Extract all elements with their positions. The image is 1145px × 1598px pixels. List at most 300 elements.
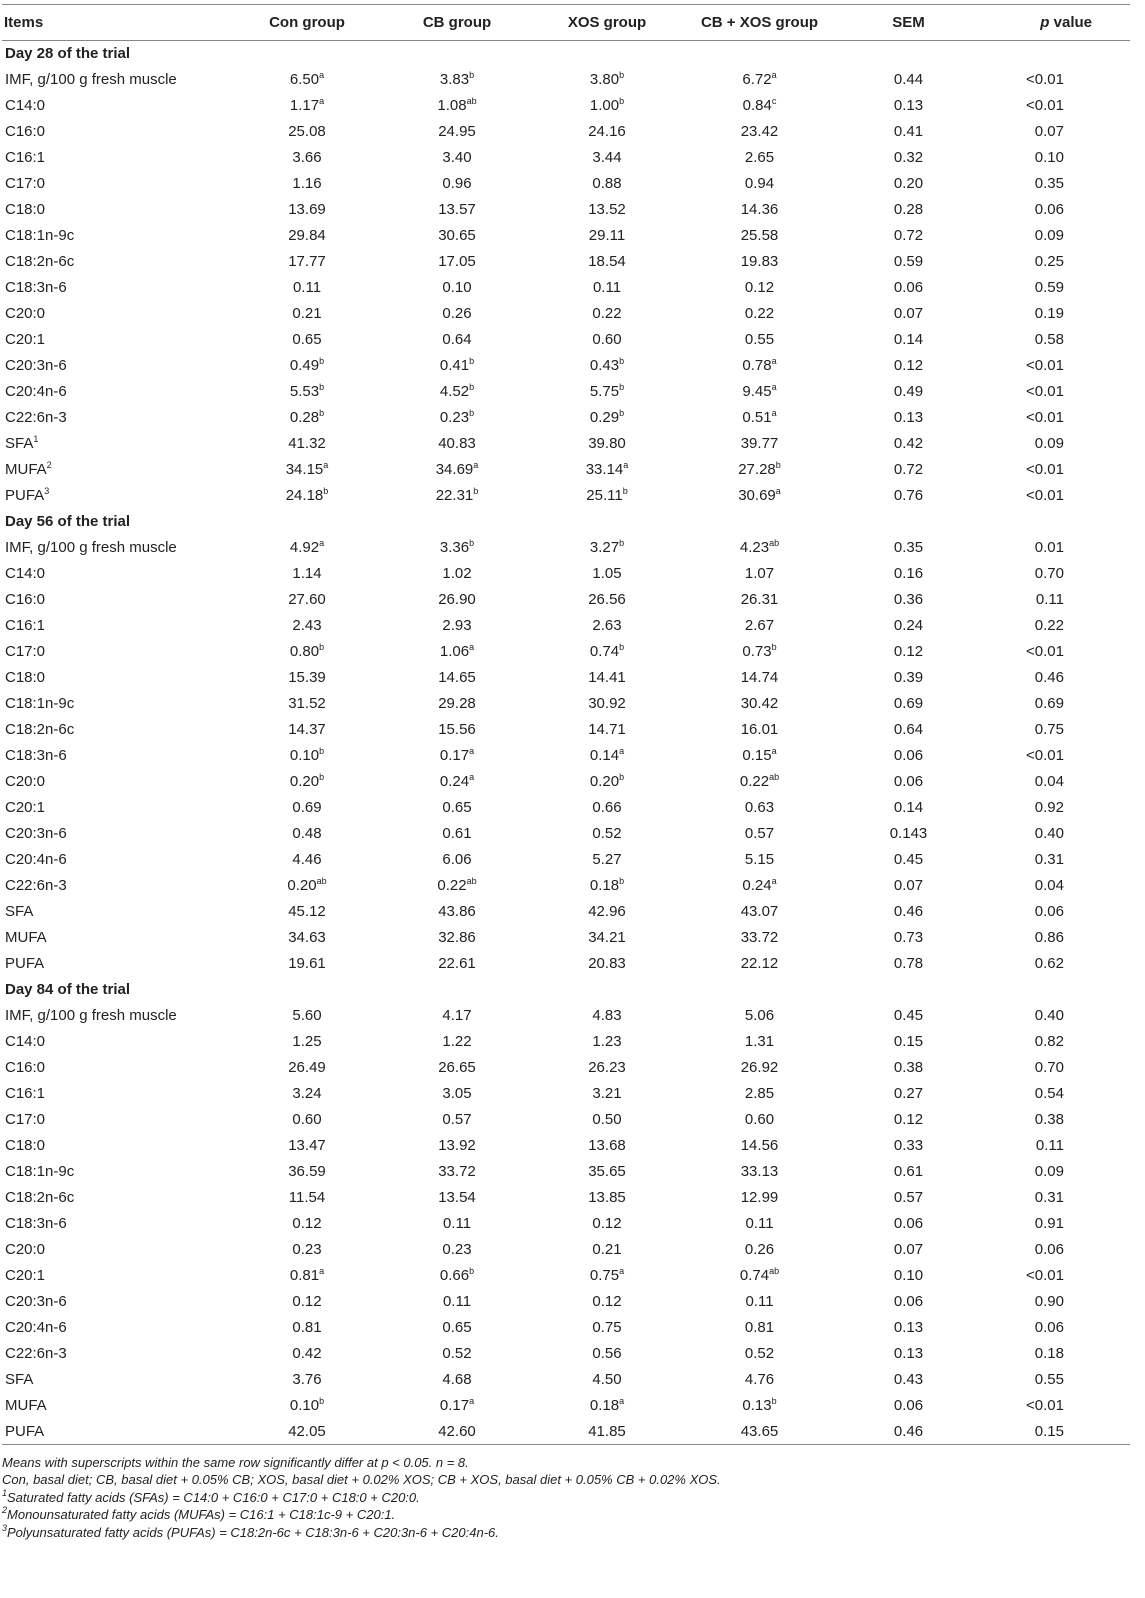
con-value: 27.60: [288, 591, 326, 608]
xos-value: 1.05: [592, 565, 622, 582]
sem-value: 0.06: [893, 1293, 924, 1310]
xos-value-cell: [532, 1003, 682, 1029]
row-label: C18:3n-6: [5, 279, 67, 296]
section-title: Day 28 of the trial: [5, 45, 131, 63]
table-row: [2, 1419, 1130, 1445]
footnote-line: [2, 1489, 1145, 1506]
p-value: 0.62: [1034, 955, 1064, 972]
row-label-cell: [2, 587, 232, 613]
xos-value-cell: [532, 1185, 682, 1211]
row-label: PUFA: [5, 487, 45, 504]
xos-value: 0.60: [592, 331, 622, 348]
cb-xos-value-cell: [682, 1237, 837, 1263]
xos-value-cell: [532, 1133, 682, 1159]
cb-value-cell: [382, 145, 532, 171]
footnote-number: 1: [2, 1487, 8, 1498]
xos-value-cell: [532, 795, 682, 821]
footnote-text: Means with superscripts within the same row significantly differ at p < 0.05. n = 8.: [2, 1455, 469, 1470]
cb-xos-value-cell: [682, 1419, 837, 1445]
con-value: 0.20: [289, 773, 320, 790]
row-label: C22:6n-3: [5, 1345, 67, 1362]
p-value: 0.59: [1034, 279, 1064, 296]
table-row: [2, 1237, 1130, 1263]
cb-value-cell: [382, 405, 532, 431]
cb-xos-value: 12.99: [740, 1189, 779, 1206]
cb-xos-value-cell: [682, 1055, 837, 1081]
sem-value: 0.72: [893, 227, 924, 244]
significance-superscript: b: [473, 486, 479, 496]
significance-superscript: b: [469, 1266, 475, 1276]
sem-value: 0.06: [893, 1215, 924, 1232]
p-value: 0.70: [1034, 1059, 1064, 1076]
cb-xos-value-cell: [682, 1003, 837, 1029]
significance-superscript: b: [319, 746, 325, 756]
significance-superscript: a: [323, 460, 329, 470]
table-row: [2, 1133, 1130, 1159]
cb-value-cell: [382, 1185, 532, 1211]
table-row: [2, 587, 1130, 613]
xos-value-cell: [532, 405, 682, 431]
header-p-italic: p: [1040, 14, 1050, 31]
xos-value-cell: [532, 353, 682, 379]
xos-value-cell: [532, 145, 682, 171]
cb-xos-value: 0.11: [745, 1293, 774, 1310]
significance-superscript: a: [619, 746, 625, 756]
row-label-cell: [2, 1263, 232, 1289]
cb-xos-value-cell: [682, 353, 837, 379]
table-row: [2, 1107, 1130, 1133]
p-value: <0.01: [1026, 1267, 1064, 1284]
row-label: C20:3n-6: [5, 357, 67, 374]
p-value: <0.01: [1026, 643, 1064, 660]
cb-xos-value: 27.28: [738, 461, 776, 478]
con-value-cell: [232, 1003, 382, 1029]
con-value: 26.49: [288, 1059, 326, 1076]
cb-xos-value: 30.42: [740, 695, 779, 712]
cb-xos-value-cell: [682, 275, 837, 301]
p-value: 0.01: [1034, 539, 1064, 556]
con-value: 0.12: [292, 1215, 322, 1232]
row-label-cell: [2, 1159, 232, 1185]
con-value-cell: [232, 1237, 382, 1263]
significance-superscript: b: [319, 356, 325, 366]
con-value-cell: [232, 1081, 382, 1107]
cb-value-cell: [382, 197, 532, 223]
cb-xos-value: 0.73: [742, 643, 772, 660]
con-value-cell: [232, 1367, 382, 1393]
cb-value: 3.40: [442, 149, 472, 166]
p-value: 0.22: [1034, 617, 1064, 634]
cb-value: 0.22: [437, 877, 467, 894]
cb-value-cell: [382, 691, 532, 717]
xos-value-cell: [532, 1367, 682, 1393]
cb-value-cell: [382, 431, 532, 457]
con-value: 0.10: [289, 1397, 320, 1414]
cb-value-cell: [382, 1315, 532, 1341]
significance-superscript: a: [771, 382, 777, 392]
cb-xos-value-cell: [682, 899, 837, 925]
sem-value: 0.35: [893, 539, 924, 556]
cb-xos-value-cell: [682, 1211, 837, 1237]
row-label: IMF, g/100 g fresh muscle: [5, 71, 177, 88]
p-value: <0.01: [1026, 409, 1064, 426]
row-label: C17:0: [5, 643, 46, 660]
con-value-cell: [232, 1107, 382, 1133]
significance-superscript: b: [619, 356, 625, 366]
cb-xos-value: 0.74: [739, 1267, 770, 1284]
row-label: C17:0: [5, 175, 46, 192]
table-row: [2, 795, 1130, 821]
con-value: 3.76: [292, 1371, 322, 1388]
significance-superscript: a: [619, 1396, 625, 1406]
cb-xos-value-cell: [682, 119, 837, 145]
con-value: 13.69: [288, 201, 326, 218]
sem-value: 0.24: [893, 617, 924, 634]
cb-value: 0.10: [442, 279, 472, 296]
xos-value-cell: [532, 899, 682, 925]
cb-xos-value-cell: [682, 847, 837, 873]
sem-value: 0.72: [893, 461, 924, 478]
significance-superscript: a: [319, 1266, 325, 1276]
row-label: PUFA: [5, 1422, 45, 1440]
xos-value-cell: [532, 275, 682, 301]
con-value-cell: [232, 1315, 382, 1341]
cb-value-cell: [382, 301, 532, 327]
xos-value-cell: [532, 691, 682, 717]
significance-superscript: a: [469, 1396, 475, 1406]
cb-xos-value-cell: [682, 327, 837, 353]
footnote-marker: 1: [33, 434, 39, 444]
cb-value: 26.65: [438, 1059, 476, 1076]
cb-value: 22.31: [435, 487, 474, 504]
table-row: [2, 275, 1130, 301]
p-value: <0.01: [1026, 383, 1064, 400]
p-value: 0.04: [1034, 773, 1064, 790]
p-value: 0.31: [1034, 1189, 1064, 1206]
con-value-cell: [232, 1133, 382, 1159]
footnote-number: 3: [2, 1522, 8, 1533]
con-value-cell: [232, 405, 382, 431]
table-row: [2, 535, 1130, 561]
significance-superscript: b: [469, 538, 475, 548]
xos-value: 18.54: [588, 253, 626, 270]
xos-value-cell: [532, 717, 682, 743]
table-row: [2, 769, 1130, 795]
cb-xos-value-cell: [682, 717, 837, 743]
significance-superscript: a: [319, 538, 325, 548]
xos-value: 0.50: [592, 1111, 622, 1128]
p-value: 0.06: [1034, 1319, 1064, 1336]
table-row: [2, 1185, 1130, 1211]
sem-value: 0.16: [893, 565, 924, 582]
xos-value: 0.29: [589, 409, 620, 426]
row-label: IMF, g/100 g fresh muscle: [5, 1007, 177, 1024]
row-label: C14:0: [5, 1033, 46, 1050]
xos-value: 13.85: [588, 1189, 626, 1206]
row-label-cell: [2, 457, 232, 483]
significance-superscript: b: [319, 382, 325, 392]
xos-value-cell: [532, 1081, 682, 1107]
row-label-cell: [2, 899, 232, 925]
fatty-acid-table-page: [0, 4, 1145, 1541]
xos-value: 0.66: [592, 799, 622, 816]
significance-superscript: a: [771, 746, 777, 756]
cb-value: 2.93: [442, 617, 472, 634]
p-value: 0.70: [1034, 565, 1064, 582]
row-label: C17:0: [5, 1111, 46, 1128]
table-row: [2, 743, 1130, 769]
row-label-cell: [2, 1133, 232, 1159]
con-value: 14.37: [288, 721, 326, 738]
xos-value: 0.74: [589, 643, 620, 660]
row-label: C20:4n-6: [5, 383, 67, 400]
row-label: C20:0: [5, 773, 46, 790]
significance-superscript: b: [619, 538, 625, 548]
table-row: [2, 847, 1130, 873]
con-value: 0.60: [292, 1111, 322, 1128]
xos-value: 0.21: [592, 1241, 622, 1258]
cb-xos-value: 14.56: [740, 1137, 779, 1154]
header-cb-xos-group: CB + XOS group: [682, 5, 837, 41]
footnote-marker: 3: [44, 486, 50, 496]
cb-xos-value: 0.84: [742, 97, 772, 114]
con-value: 4.92: [289, 539, 320, 556]
cb-xos-value: 0.52: [744, 1345, 775, 1362]
cb-value-cell: [382, 67, 532, 93]
cb-value: 3.36: [439, 539, 470, 556]
cb-xos-value: 1.31: [744, 1033, 775, 1050]
con-value: 42.05: [288, 1422, 326, 1440]
xos-value: 0.11: [592, 279, 622, 296]
cb-xos-value-cell: [682, 1393, 837, 1419]
table-row: [2, 457, 1130, 483]
row-label-cell: [2, 1003, 232, 1029]
sem-value: 0.13: [893, 1345, 924, 1362]
sem-value: 0.59: [893, 253, 924, 270]
con-value: 5.60: [292, 1007, 322, 1024]
row-label-cell: [2, 1211, 232, 1237]
con-value-cell: [232, 145, 382, 171]
cb-value: 13.92: [438, 1137, 476, 1154]
row-label-cell: [2, 483, 232, 509]
footnote-line: [2, 1524, 1145, 1541]
row-label: MUFA: [5, 1397, 47, 1414]
table-row: [2, 691, 1130, 717]
xos-value-cell: [532, 249, 682, 275]
xos-value: 0.75: [589, 1267, 620, 1284]
con-value: 0.23: [292, 1241, 322, 1258]
significance-superscript: b: [469, 382, 475, 392]
cb-value-cell: [382, 769, 532, 795]
row-label-cell: [2, 691, 232, 717]
con-value: 1.14: [292, 565, 322, 582]
cb-xos-value: 0.94: [744, 175, 775, 192]
xos-value: 33.14: [585, 461, 624, 478]
cb-xos-value: 0.12: [744, 279, 775, 296]
cb-value: 0.65: [442, 1319, 472, 1336]
significance-superscript: b: [469, 356, 475, 366]
sem-value: 0.06: [893, 747, 924, 764]
significance-superscript: b: [319, 642, 325, 652]
row-label-cell: [2, 301, 232, 327]
cb-xos-value-cell: [682, 1263, 837, 1289]
cb-value-cell: [382, 587, 532, 613]
p-value: <0.01: [1026, 487, 1064, 504]
xos-value: 1.00: [589, 97, 620, 114]
con-value: 45.12: [288, 903, 326, 920]
row-label-cell: [2, 145, 232, 171]
cb-xos-value: 2.85: [744, 1085, 775, 1102]
cb-value-cell: [382, 639, 532, 665]
table-footnotes: [2, 1454, 1145, 1541]
cb-xos-value: 33.13: [740, 1163, 779, 1180]
cb-xos-value-cell: [682, 873, 837, 899]
significance-superscript: b: [619, 96, 625, 106]
xos-value: 4.50: [592, 1371, 622, 1388]
p-value: 0.86: [1034, 929, 1064, 946]
row-label-cell: [2, 275, 232, 301]
con-value-cell: [232, 1029, 382, 1055]
row-label-cell: [2, 1393, 232, 1419]
p-value: 0.15: [980, 1419, 1130, 1445]
significance-superscript: b: [319, 1396, 325, 1406]
row-label-cell: [2, 821, 232, 847]
header-p-value: [980, 5, 1130, 41]
row-label: C16:0: [5, 1059, 46, 1076]
row-label: C16:1: [5, 617, 46, 634]
cb-xos-value: 22.12: [740, 955, 779, 972]
cb-value: 4.68: [442, 1371, 472, 1388]
row-label-cell: [2, 665, 232, 691]
row-label-cell: [2, 171, 232, 197]
cb-xos-value-cell: [682, 639, 837, 665]
table-row: [2, 405, 1130, 431]
xos-value-cell: [532, 197, 682, 223]
xos-value-cell: [532, 223, 682, 249]
cb-value: 0.23: [442, 1241, 472, 1258]
p-value: 0.11: [1035, 1137, 1064, 1154]
con-value-cell: [232, 483, 382, 509]
row-label-cell: [2, 119, 232, 145]
con-value: 4.46: [292, 851, 322, 868]
cb-xos-value: 30.69: [738, 487, 776, 504]
cb-xos-value: 5.06: [744, 1007, 775, 1024]
xos-value-cell: [532, 535, 682, 561]
row-label: C18:0: [5, 201, 46, 218]
con-value-cell: [232, 1289, 382, 1315]
cb-xos-value: 39.77: [740, 435, 779, 452]
cb-value-cell: [382, 1003, 532, 1029]
xos-value-cell: [532, 1159, 682, 1185]
xos-value-cell: [532, 431, 682, 457]
section-title: Day 84 of the trial: [5, 981, 131, 998]
cb-value-cell: [382, 1133, 532, 1159]
significance-superscript: a: [771, 408, 777, 418]
cb-value-cell: [382, 925, 532, 951]
cb-value: 17.05: [438, 253, 476, 270]
p-value: 0.06: [1034, 1241, 1064, 1258]
sem-value: 0.73: [893, 929, 924, 946]
p-value: 0.92: [1034, 799, 1064, 816]
cb-value: 0.11: [442, 1293, 472, 1310]
con-value-cell: [232, 1185, 382, 1211]
cb-xos-value: 0.15: [742, 747, 772, 764]
con-value-cell: [232, 379, 382, 405]
cb-xos-value: 9.45: [742, 383, 772, 400]
cb-xos-value-cell: [682, 67, 837, 93]
cb-xos-value: 43.65: [740, 1422, 779, 1440]
cb-xos-value: 0.55: [744, 331, 775, 348]
significance-superscript: ab: [466, 876, 477, 886]
con-value: 0.49: [289, 357, 320, 374]
row-label-cell: [2, 1289, 232, 1315]
cb-value-cell: [382, 717, 532, 743]
significance-superscript: b: [319, 408, 325, 418]
con-value: 0.81: [292, 1319, 322, 1336]
header-sem: SEM: [837, 5, 980, 41]
cb-value: 0.66: [439, 1267, 470, 1284]
cb-xos-value: 2.65: [744, 149, 775, 166]
xos-value: 0.20: [589, 773, 620, 790]
cb-xos-value-cell: [682, 405, 837, 431]
significance-superscript: ab: [769, 538, 780, 548]
row-label: C14:0: [5, 97, 46, 114]
sem-value: 0.61: [893, 1163, 924, 1180]
table-row: [2, 873, 1130, 899]
cb-value-cell: [382, 327, 532, 353]
sem-value: 0.43: [893, 1371, 924, 1388]
table-row: [2, 145, 1130, 171]
table-row: [2, 925, 1130, 951]
cb-xos-value-cell: [682, 379, 837, 405]
sem-value: 0.44: [893, 71, 924, 88]
table-row: [2, 821, 1130, 847]
con-value-cell: [232, 223, 382, 249]
con-value-cell: [232, 769, 382, 795]
con-value: 41.32: [288, 435, 326, 452]
cb-value-cell: [382, 951, 532, 977]
row-label: C16:1: [5, 149, 46, 166]
p-value: 0.10: [1034, 149, 1064, 166]
con-value: 0.12: [292, 1293, 322, 1310]
sem-value: 0.28: [893, 201, 924, 218]
cb-xos-value: 0.57: [744, 825, 775, 842]
cb-value: 0.96: [442, 175, 472, 192]
significance-superscript: b: [469, 70, 475, 80]
footnote-line: [2, 1454, 1145, 1471]
p-value: 0.11: [1035, 591, 1064, 608]
xos-value: 4.83: [592, 1007, 622, 1024]
cb-value-cell: [382, 1055, 532, 1081]
con-value: 36.59: [288, 1163, 326, 1180]
con-value: 34.15: [285, 461, 324, 478]
xos-value-cell: [532, 1029, 682, 1055]
xos-value-cell: [532, 1211, 682, 1237]
xos-value-cell: [532, 1393, 682, 1419]
con-value: 24.18: [285, 487, 324, 504]
xos-value-cell: [532, 743, 682, 769]
table-row: [2, 1055, 1130, 1081]
cb-xos-value-cell: [682, 1341, 837, 1367]
significance-superscript: b: [619, 772, 625, 782]
p-value: 0.25: [1034, 253, 1064, 270]
footnote-marker: 2: [46, 460, 52, 470]
cb-xos-value: 16.01: [740, 721, 779, 738]
xos-value: 0.12: [592, 1215, 622, 1232]
p-value: <0.01: [1026, 357, 1064, 374]
cb-value-cell: [382, 1029, 532, 1055]
cb-xos-value: 26.31: [740, 591, 779, 608]
